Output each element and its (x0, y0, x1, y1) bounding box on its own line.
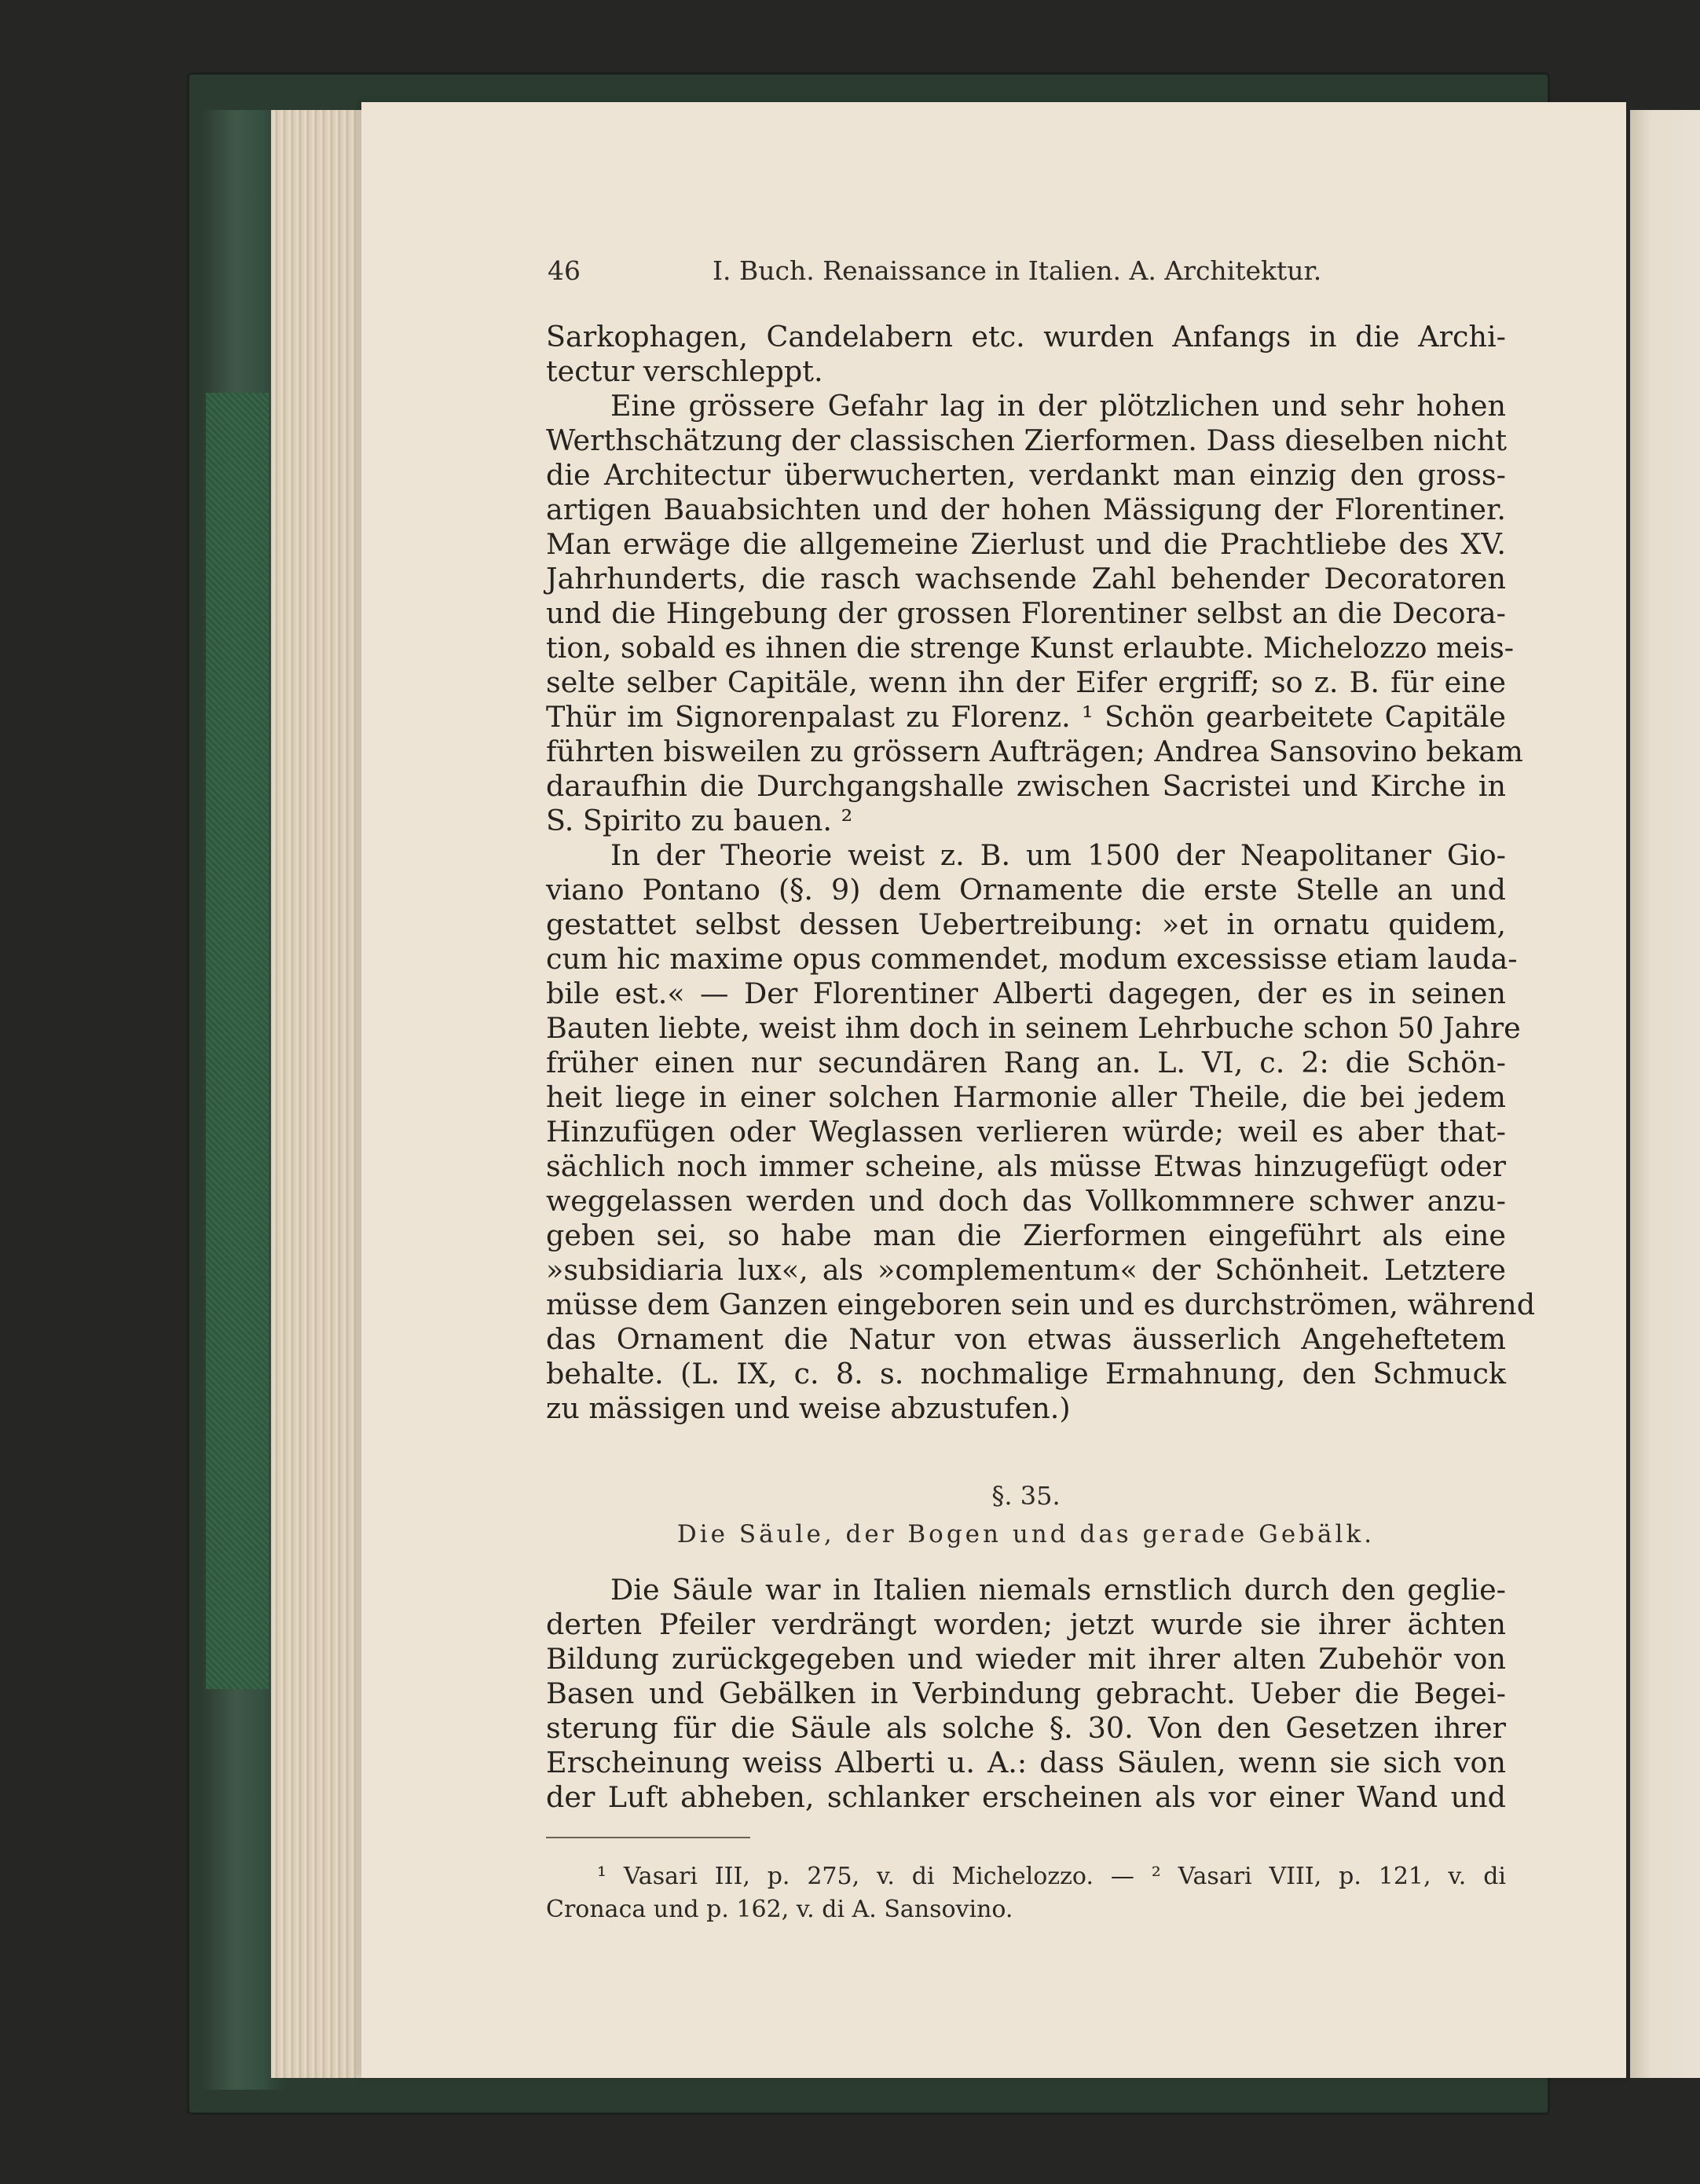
text-line: derten Pfeiler verdrängt worden; jetzt wurde sie ihrer ächten (546, 1607, 1506, 1641)
text-line: sächlich noch immer scheine, als müsse Etwas hinzugefügt oder (546, 1149, 1506, 1183)
text-line: S. Spirito zu bauen. ² (546, 804, 853, 837)
text-line: führten bisweilen zu grössern Aufträgen; Andrea Sansovino bekam (546, 735, 1523, 768)
text-line: Jahrhunderts, die rasch wachsende Zahl behender Decoratoren (546, 562, 1506, 595)
footnote-rule (546, 1837, 750, 1838)
facing-page-edge (1630, 110, 1700, 2078)
text-line: geben sei, so habe man die Zierformen eingeführt als eine (546, 1218, 1506, 1252)
text-line: Man erwäge die allgemeine Zierlust und die Prachtliebe des XV. (546, 527, 1506, 561)
text-line: »subsidiaria lux«, als »complementum« der Schönheit. Letztere (546, 1253, 1506, 1287)
text-line: In der Theorie weist z. B. um 1500 der Neapolitaner Gio- (610, 838, 1506, 872)
paragraph-4 (546, 1573, 1506, 1815)
paragraph-3 (546, 838, 1536, 1426)
text-line: zu mässigen und weise abzustufen.) (546, 1391, 1071, 1425)
text-line: gestattet selbst dessen Uebertreibung: »et in ornatu quidem, (546, 907, 1506, 941)
text-line: behalte. (L. IX, c. 8. s. nochmalige Ermahnung, den Schmuck (546, 1357, 1506, 1391)
text-line: Sarkophagen, Candelabern etc. wurden Anfangs in die Archi- (546, 320, 1506, 354)
running-header (548, 255, 1349, 287)
footnote-line: Cronaca und p. 162, v. di A. Sansovino. (546, 1896, 1013, 1923)
text-line: daraufhin die Durchgangshalle zwischen Sacristei und Kirche in (546, 769, 1506, 803)
paragraph-1 (546, 320, 1506, 389)
paragraph-2 (546, 389, 1523, 838)
text-line: tion, sobald es ihnen die strenge Kunst erlaubte. Michelozzo meis- (546, 631, 1515, 665)
text-line: selte selber Capitäle, wenn ihn der Eifer ergriff; so z. B. für eine (546, 665, 1506, 699)
text-line: der Luft abheben, schlanker erscheinen als vor einer Wand und (546, 1780, 1506, 1814)
text-line: viano Pontano (§. 9) dem Ornamente die erste Stelle an und (546, 873, 1506, 907)
section-title: Die Säule, der Bogen und das gerade Gebälk. (676, 1520, 1376, 1548)
text-line: die Architectur überwucherten, verdankt man einzig den gross- (546, 458, 1506, 492)
text-line: tectur verschleppt. (546, 354, 823, 388)
text-line: Thür im Signorenpalast zu Florenz. ¹ Schön gearbeitete Capitäle (546, 700, 1506, 734)
text-line: Bauten liebte, weist ihm doch in seinem Lehrbuche schon 50 Jahre (546, 1011, 1521, 1045)
spine-cloth-texture (206, 393, 269, 1689)
text-line: heit liege in einer solchen Harmonie aller Theile, die bei jedem (546, 1080, 1506, 1114)
text-line: cum hic maxime opus commendet, modum excessisse etiam lauda- (546, 942, 1518, 976)
footnote-line: ¹ Vasari III, p. 275, v. di Michelozzo. — ² Vasari VIII, p. 121, v. di (597, 1863, 1506, 1890)
text-line: Basen und Gebälken in Verbindung gebracht. Ueber die Begei- (546, 1676, 1506, 1710)
text-line: Eine grössere Gefahr lag in der plötzlichen und sehr hohen (610, 389, 1506, 423)
text-line: artigen Bauabsichten und der hohen Mässigung der Florentiner. (546, 493, 1506, 526)
text-line: sterung für die Säule als solche §. 30. Von den Gesetzen ihrer (546, 1711, 1506, 1745)
footnotes (546, 1860, 1506, 1926)
page-edges (271, 110, 369, 2078)
text-line: bile est.« — Der Florentiner Alberti dagegen, der es in seinen (546, 977, 1506, 1010)
text-line: und die Hingebung der grossen Florentiner selbst an die Decora- (546, 596, 1506, 630)
text-line: Bildung zurückgegeben und wieder mit ihrer alten Zubehör von (546, 1642, 1506, 1676)
text-line: müsse dem Ganzen eingeboren sein und es durchströmen, während (546, 1288, 1536, 1321)
text-line: das Ornament die Natur von etwas äusserlich Angeheftetem (546, 1322, 1506, 1356)
running-title: I. Buch. Renaissance in Italien. A. Architektur. (713, 255, 1322, 286)
page-number: 46 (548, 255, 581, 286)
text-line: Die Säule war in Italien niemals ernstlich durch den geglie- (610, 1573, 1506, 1607)
text-line: Werthschätzung der classischen Zierformen. Dass dieselben nicht (546, 423, 1508, 457)
section-number: §. 35. (991, 1481, 1061, 1511)
text-line: früher einen nur secundären Rang an. L. VI, c. 2: die Schön- (546, 1046, 1506, 1079)
text-line: Erscheinung weiss Alberti u. A.: dass Säulen, wenn sie sich von (546, 1746, 1506, 1779)
text-line: Hinzufügen oder Weglassen verlieren würde; weil es aber that- (546, 1115, 1506, 1149)
text-line: weggelassen werden und doch das Vollkommnere schwer anzu- (546, 1184, 1506, 1218)
